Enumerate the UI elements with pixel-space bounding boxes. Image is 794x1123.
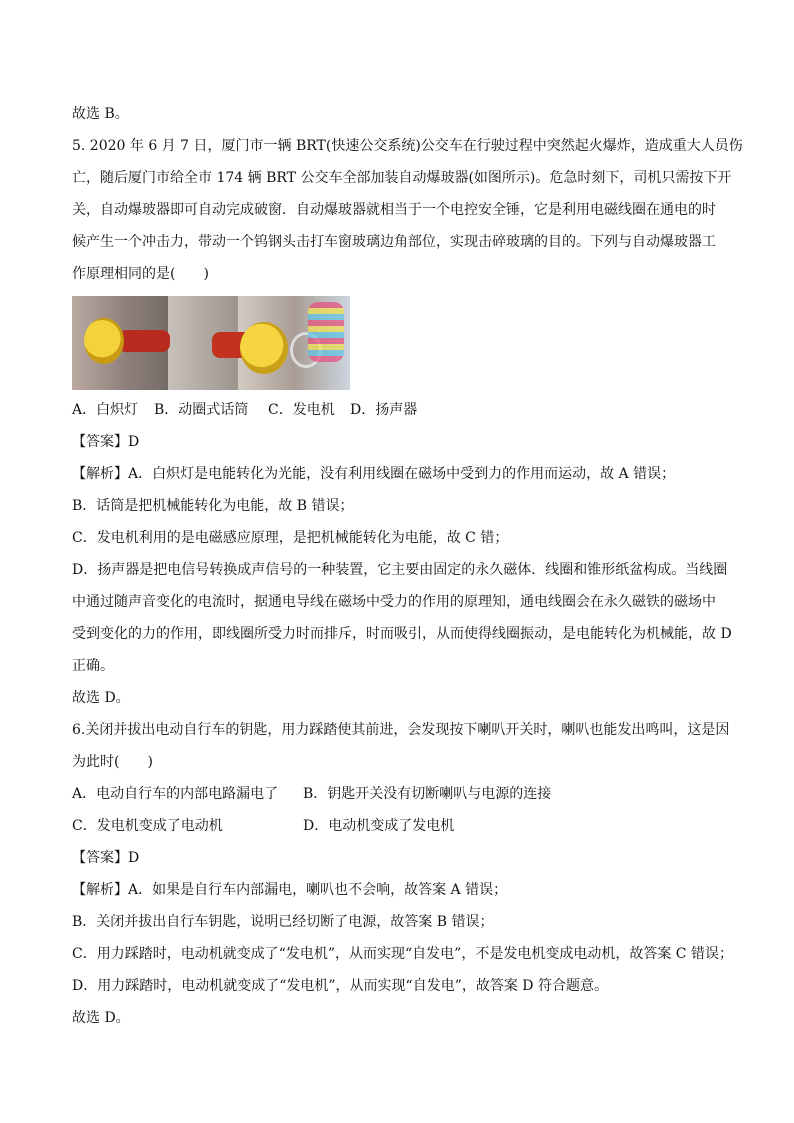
option-a: A．电动自行车的内部电路漏电了 <box>72 786 279 802</box>
question-6-line: 6.关闭并拔出电动自行车的钥匙，用力踩踏使其前进，会发现按下喇叭开关时，喇叭也能发出鸣叫，这是因 <box>72 722 730 738</box>
option-c: C．发电机 <box>268 402 335 418</box>
photo-breaker-device <box>84 318 124 364</box>
analysis-line: 故选 D。 <box>72 690 130 706</box>
question-5-line: 作原理相同的是( ) <box>72 266 209 282</box>
analysis-line: D．扬声器是把电信号转换成声信号的一种装置，它主要由固定的永久磁体．线圈和锥形纸盆构成。当线圈 <box>72 562 728 578</box>
text-line: 故选 B。 <box>72 106 129 122</box>
auto-window-breaker-photo <box>72 296 350 390</box>
option-b: B．钥匙开关没有切断喇叭与电源的连接 <box>303 786 552 802</box>
analysis-line: D．用力踩踏时，电动机就变成了“发电机”，从而实现“自发电”，故答案 D 符合题意。 <box>72 978 608 994</box>
analysis-line: C．发电机利用的是电磁感应原理，是把机械能转化为电能，故 C 错； <box>72 530 509 546</box>
analysis-line: 故选 D。 <box>72 1010 130 1026</box>
option-d: D．电动机变成了发电机 <box>303 818 455 834</box>
analysis-line: C．用力踩踏时，电动机就变成了“发电机”，从而实现“自发电”，不是发电机变成电动机，故答案 C 错误； <box>72 946 733 962</box>
option-c: C．发电机变成了电动机 <box>72 818 223 834</box>
analysis-line: 受到变化的力的作用，即线圈所受力时而排斥，时而吸引，从而使得线圈振动，是电能转化为机械能，故 D <box>72 626 732 642</box>
question-6-answer: 【答案】D <box>72 850 140 866</box>
option-d: D．扬声器 <box>350 402 418 418</box>
question-5-options <box>72 394 727 426</box>
analysis-line: 【解析】A．白炽灯是电能转化为光能，没有利用线圈在磁场中受到力的作用而运动，故 A 错误； <box>72 466 676 482</box>
question-5-line: 亡，随后厦门市给全市 174 辆 BRT 公交车全部加装自动爆玻器(如图所示)。危急时刻下，司机只需按下开 <box>72 170 732 186</box>
photo-breaker-device <box>240 322 288 374</box>
question-5-line: 关，自动爆玻器即可自动完成破窗．自动爆玻器就相当于一个电控安全锤，它是利用电磁线圈在通电的时 <box>72 202 716 218</box>
question-6-options-row <box>72 810 727 842</box>
document-page <box>72 98 743 1034</box>
photo-bracket <box>118 330 170 352</box>
option-b: B．动圈式话筒 <box>154 402 249 418</box>
question-6-options-row <box>72 778 727 810</box>
analysis-line: B．关闭并拔出自行车钥匙，说明已经切断了电源，故答案 B 错误； <box>72 914 494 930</box>
analysis-line: 【解析】A．如果是自行车内部漏电，喇叭也不会响，故答案 A 错误； <box>72 882 508 898</box>
analysis-line: B．话筒是把机械能转化为电能，故 B 错误； <box>72 498 354 514</box>
analysis-line: 正确。 <box>72 658 114 674</box>
analysis-line: 中通过随声音变化的电流时，据通电导线在磁场中受力的作用的原理知，通电线圈会在永久磁铁的磁场中 <box>72 594 716 610</box>
question-5-answer: 【答案】D <box>72 434 140 450</box>
question-6-line: 为此时( ) <box>72 754 153 770</box>
option-a: A．白炽灯 <box>72 402 139 418</box>
photo-tape <box>308 302 344 362</box>
question-5-line: 5. 2020 年 6 月 7 日，厦门市一辆 BRT(快速公交系统)公交车在行驶过程中突然起火爆炸，造成重大人员伤 <box>72 138 743 154</box>
question-5-line: 候产生一个冲击力，带动一个钨钢头击打车窗玻璃边角部位，实现击碎玻璃的目的。下列与自动爆玻器工 <box>72 234 716 250</box>
